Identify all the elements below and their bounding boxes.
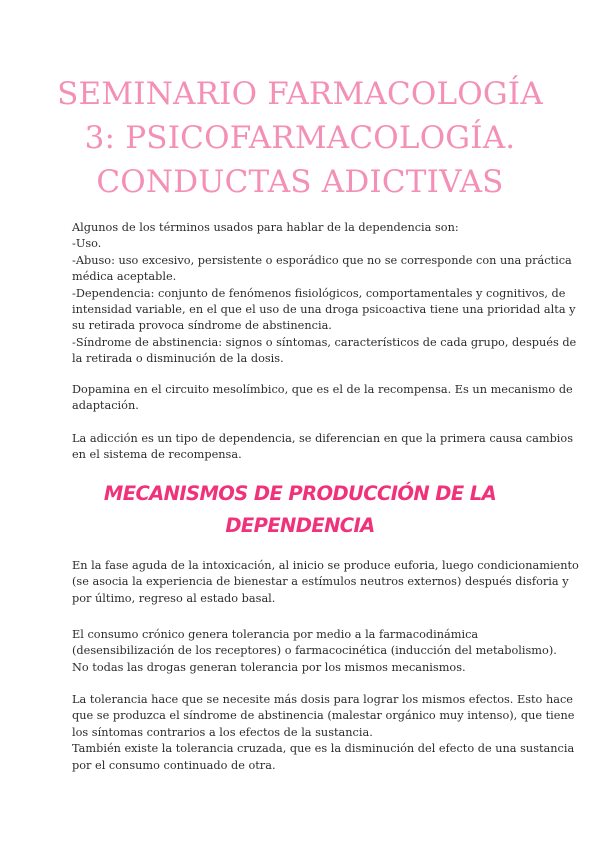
text-line: La tolerancia hace que se necesite más dosis para lograr los mismos efectos. Esto hace: [72, 693, 573, 706]
text-line: No todas las drogas generan tolerancia por los mismos mecanismos.: [72, 660, 466, 674]
text-line: en el sistema de recompensa.: [72, 448, 242, 462]
text-line: -Dependencia: conjunto de fenómenos fisiológicos, comportamentales y cognitivos, de: [72, 286, 566, 300]
text-line: (desensibilización de los receptores) o farmacocinética (inducción del metabolismo).: [72, 644, 557, 658]
paragraph-addiction: [72, 431, 574, 464]
text-line: que se produzca el síndrome de abstinencia (malestar orgánico muy intenso), que tiene: [72, 709, 575, 723]
text-line: adaptación.: [72, 399, 139, 413]
text-line: También existe la tolerancia cruzada, que es la disminución del efecto de una sustancia: [72, 742, 575, 756]
text-line: intensidad variable, en el que el uso de una droga psicoactiva tiene una prioridad alta y: [72, 303, 576, 317]
text-line: -Abuso: uso excesivo, persistente o esporádico que no se corresponde con una práctica: [72, 253, 572, 267]
text-line: En la fase aguda de la intoxicación, al inicio se produce euforia, luego condicionamiento: [72, 559, 579, 572]
text-line: (se asocia la experiencia de bienestar a estímulos neutros externos) después disforia y: [72, 575, 569, 589]
text-line: médica aceptable.: [72, 270, 177, 284]
text-line: -Uso.: [72, 237, 102, 251]
section-heading: [80, 478, 520, 542]
title-line-1: SEMINARIO FARMACOLOGÍA: [57, 76, 543, 112]
text-line: Dopamina en el circuito mesolímbico, que es el de la recompensa. Es un mecanismo de: [72, 383, 573, 396]
text-line: por último, regreso al estado basal.: [72, 591, 276, 605]
text-line: La adicción es un tipo de dependencia, se diferencian en que la primera causa cambios: [72, 432, 574, 445]
text-line: -Síndrome de abstinencia: signos o síntomas, característicos de cada grupo, después de: [72, 335, 577, 349]
paragraph-dopamine: [72, 382, 573, 415]
paragraph-definitions: [72, 220, 577, 368]
title-line-3: CONDUCTAS ADICTIVAS: [96, 164, 504, 200]
title-line-2: 3: PSICOFARMACOLOGÍA.: [84, 120, 516, 156]
heading-line-2: DEPENDENCIA: [225, 514, 375, 537]
paragraph-acute-phase: [72, 558, 579, 607]
text-line: Algunos de los términos usados para hablar de la dependencia son:: [72, 221, 459, 234]
text-line: la retirada o disminución de la dosis.: [72, 352, 284, 366]
page-title: [40, 72, 560, 204]
paragraph-tolerance: [72, 692, 575, 774]
text-line: los síntomas contrarios a los efectos de la sustancia.: [72, 725, 373, 739]
paragraph-chronic-consumption: [72, 627, 557, 676]
text-line: El consumo crónico genera tolerancia por medio a la farmacodinámica: [72, 628, 479, 641]
text-line: su retirada provoca síndrome de abstinencia.: [72, 319, 332, 333]
heading-line-1: MECANISMOS DE PRODUCCIÓN DE LA: [103, 482, 497, 505]
text-line: por el consumo continuado de otra.: [72, 758, 276, 772]
